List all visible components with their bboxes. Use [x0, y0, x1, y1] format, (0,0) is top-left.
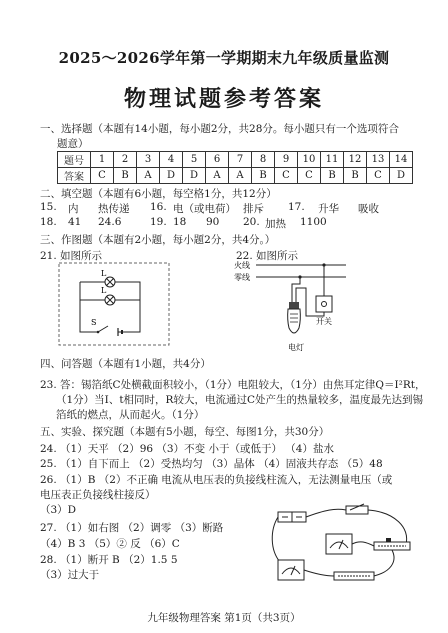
lamp-label: L — [101, 269, 107, 278]
answer-line: 电压表正负接线柱接反） — [40, 489, 156, 501]
answer-text: 1100 — [300, 216, 327, 228]
table-cell: A — [229, 168, 252, 184]
dashed-frame — [59, 263, 169, 345]
answer-text: 升华 — [318, 203, 339, 215]
table-cell: C — [275, 168, 298, 184]
section1-heading-cont: 题意） — [57, 138, 89, 150]
table-row-label: 答案 — [58, 168, 91, 184]
table-row — [58, 168, 413, 184]
table-cell: 14 — [390, 152, 413, 168]
answer-text: 排斥 — [243, 203, 264, 215]
document-title: 物理试题参考答案 — [123, 86, 324, 112]
table-cell: B — [114, 168, 137, 184]
table-cell: B — [321, 168, 344, 184]
table-cell: B — [344, 168, 367, 184]
table-cell: 3 — [137, 152, 160, 168]
answer-text: 24.6 — [98, 216, 122, 228]
section3-heading: 三、作图题（本题有2小题，每小题2分，共4分。） — [40, 234, 276, 246]
table-cell: 8 — [252, 152, 275, 168]
table-cell: D — [183, 168, 206, 184]
battery-icon — [278, 512, 306, 522]
table-cell: 4 — [160, 152, 183, 168]
answer-line: （1分）当I、t相同时，R较大，电流通过C处产生的热量较多，温度最先达到锡 — [56, 394, 423, 406]
section5-heading: 五、实验、探究题（本题有5小题，每空、每图1分，共30分） — [40, 426, 330, 438]
table-cell: 13 — [367, 152, 390, 168]
ammeter-icon — [278, 560, 304, 580]
table-cell: 7 — [229, 152, 252, 168]
table-row — [58, 152, 413, 168]
circuit-diagram-21 — [58, 262, 170, 346]
switch-icon — [316, 296, 332, 312]
section4-heading: 四、问答题（本题有1小题，共4分） — [40, 358, 211, 370]
answer-number: 19. — [150, 216, 167, 228]
answer-text: 90 — [206, 216, 220, 228]
table-cell: 11 — [321, 152, 344, 168]
answer-number: 18. — [40, 216, 57, 228]
answer-line: 28. （1）断开 B （2）1.5 5 — [40, 554, 178, 566]
table-cell: A — [137, 168, 160, 184]
answer-text: 内 — [68, 203, 79, 215]
table-cell: D — [160, 168, 183, 184]
answer-line: 27. （1）如右图 （2）调零 （3）断路 — [40, 522, 224, 534]
section2-heading: 二、填空题（本题有6小题，每空格1分，共12分） — [40, 188, 277, 200]
answer-number: 20. — [243, 216, 260, 228]
answer-line: （3）D — [40, 504, 77, 516]
answer-number: 16. — [150, 201, 167, 213]
answer-text: 热传递 — [98, 203, 130, 215]
table-cell: C — [298, 168, 321, 184]
switch-label: 开关 — [316, 317, 332, 326]
table-cell: 2 — [114, 152, 137, 168]
bulb-icon — [105, 277, 115, 287]
answer-text: 电（或电荷） — [173, 203, 236, 215]
answer-line: 26. （1）B （2）不正确 电流从电压表的负接线柱流入，无法测量电压（或 — [40, 474, 393, 486]
switch-icon — [97, 326, 108, 333]
answer-number: 15. — [40, 201, 57, 213]
table-cell: 1 — [91, 152, 114, 168]
answer-line: 箔纸的燃点，从而起火。（1分） — [56, 409, 205, 421]
answer-table — [57, 151, 413, 184]
neutral-wire-label: 零线 — [234, 273, 250, 282]
resistor-icon — [334, 572, 374, 580]
answer-line: 24. （1）天平 （2）96 （3）不变 小于（或低于） （4）盐水 — [40, 443, 334, 455]
lamp-label: 电灯 — [288, 343, 304, 352]
answer-text: 18 — [173, 216, 187, 228]
table-cell: D — [390, 168, 413, 184]
circuit-diagram-27 — [270, 500, 420, 592]
table-cell: C — [91, 168, 114, 184]
bulb-icon — [105, 295, 115, 305]
page-footer: 九年级物理答案 第1页（共3页） — [147, 612, 301, 624]
answer-line: 23. 答：锡箔纸C处横截面积较小，（1分）电阻较大，（1分）由焦耳定律Q＝I²Rt， — [40, 379, 426, 391]
table-cell: 12 — [344, 152, 367, 168]
answer-number: 17. — [288, 201, 305, 213]
exam-title: 2025～2026学年第一学期期末九年级质量监测 — [58, 49, 390, 67]
live-wire-label: 火线 — [234, 261, 250, 270]
table-cell: B — [252, 168, 275, 184]
answer-line: （3）过大于 — [40, 569, 100, 581]
answer-line: （4）B 3 （5）② 反 （6）C — [40, 538, 180, 550]
answer-line: 25. （1）自下而上 （2）受热均匀 （3）晶体 （4）固液共存态 （5）48 — [40, 458, 383, 470]
switch-label: S — [91, 318, 97, 327]
q22-label: 22. 如图所示 — [236, 250, 299, 262]
table-row-label: 题号 — [58, 152, 91, 168]
rheostat-icon — [374, 538, 410, 550]
table-cell: 10 — [298, 152, 321, 168]
answer-text: 吸收 — [358, 203, 379, 215]
voltmeter-icon — [326, 534, 352, 554]
table-cell: A — [206, 168, 229, 184]
switch-icon — [346, 504, 368, 514]
table-cell: 5 — [183, 152, 206, 168]
lamp-label: L — [101, 286, 107, 295]
table-cell: 6 — [206, 152, 229, 168]
table-cell: C — [367, 168, 390, 184]
wiring-diagram-22 — [232, 258, 348, 362]
section1-heading: 一、选择题（本题有14小题，每小题2分，共28分。每小题只有一个选项符合 — [40, 123, 399, 135]
answer-text: 41 — [68, 216, 82, 228]
lamp-icon — [288, 302, 301, 333]
answer-text: 加热 — [265, 218, 286, 230]
table-cell: 9 — [275, 152, 298, 168]
q21-label: 21. 如图所示 — [40, 250, 103, 262]
